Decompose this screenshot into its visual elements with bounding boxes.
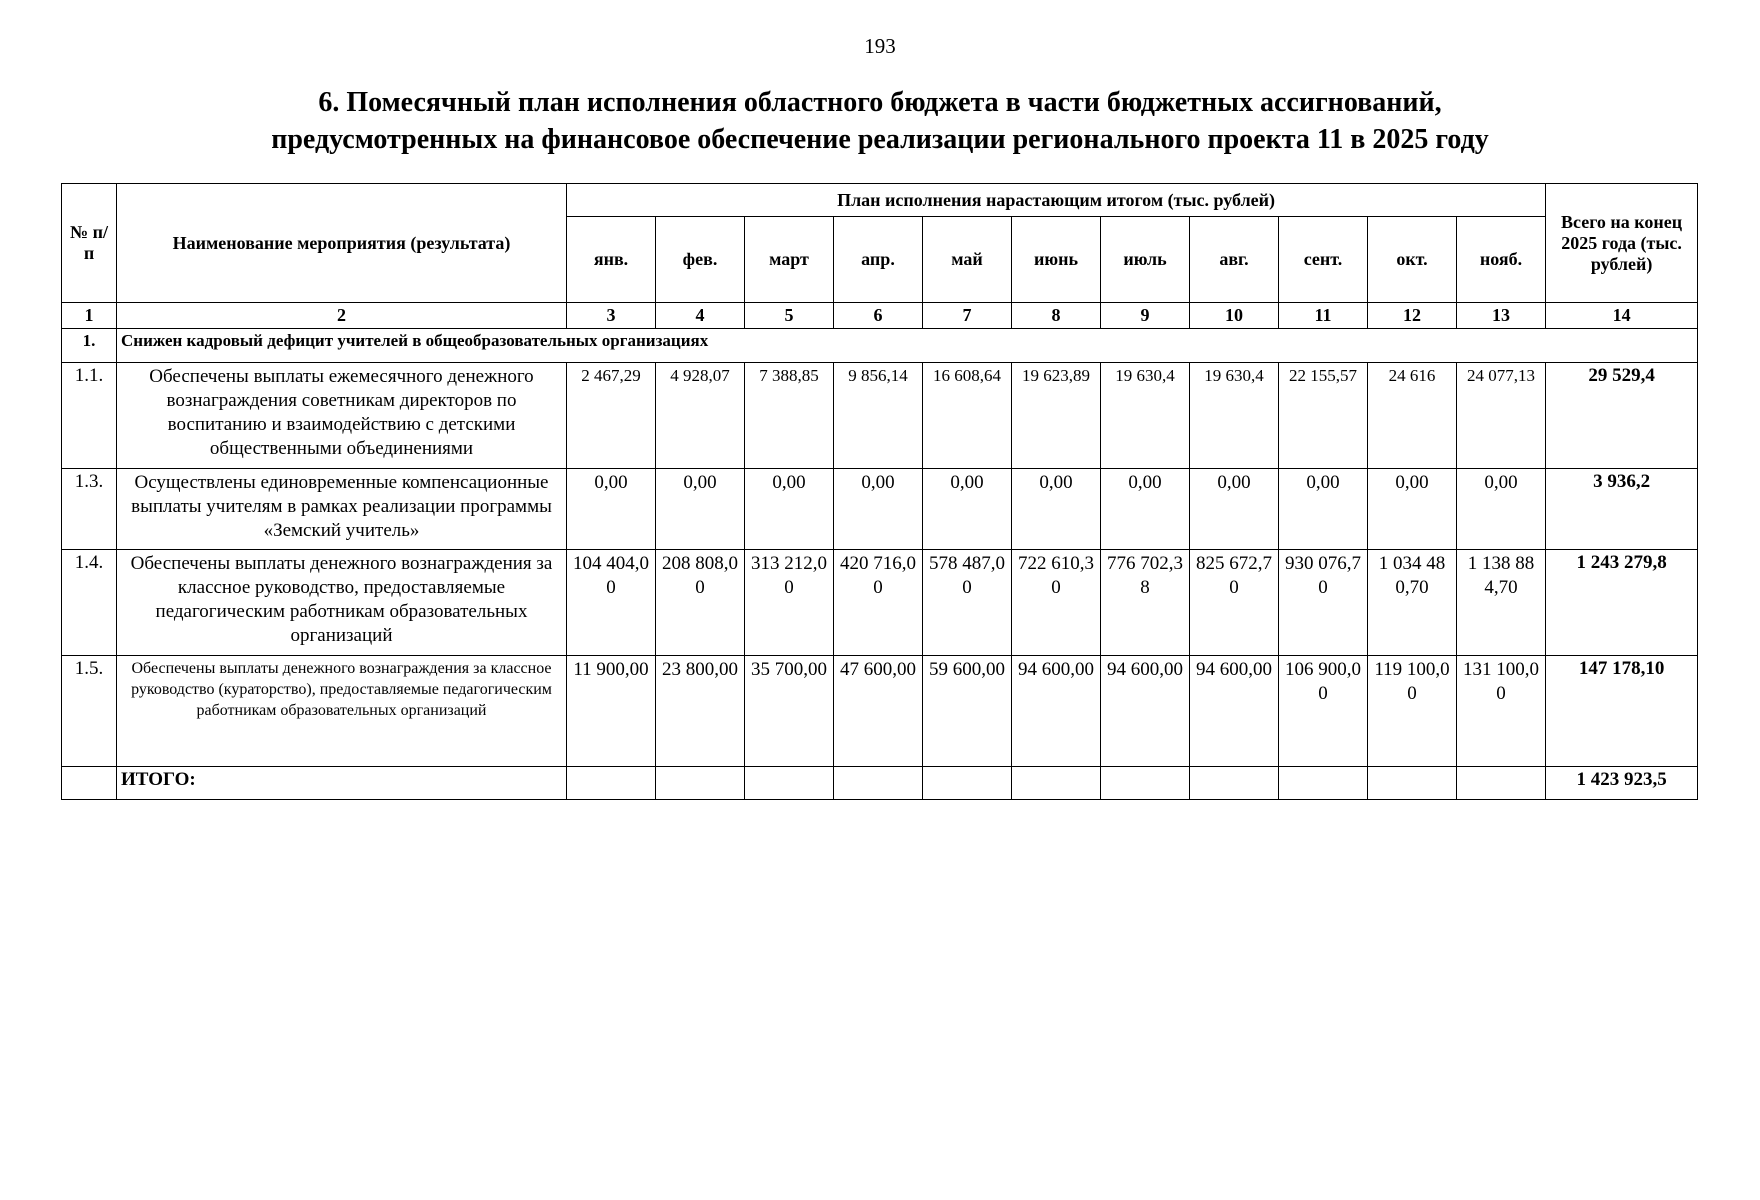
- header-month: фев.: [656, 217, 745, 303]
- month-value: 24 077,13: [1457, 362, 1546, 468]
- month-value: 722 610,30: [1012, 549, 1101, 655]
- month-value: 22 155,57: [1279, 362, 1368, 468]
- month-value: 0,00: [834, 468, 923, 549]
- column-number: 9: [1101, 303, 1190, 329]
- month-value: 59 600,00: [923, 655, 1012, 766]
- header-col-no: № п/п: [62, 184, 117, 303]
- month-value: 0,00: [1101, 468, 1190, 549]
- section-title: Снижен кадровый дефицит учителей в общеобразовательных организациях: [117, 329, 1698, 363]
- row-total: 1 243 279,8: [1546, 549, 1698, 655]
- month-value: 776 702,38: [1101, 549, 1190, 655]
- header-numbers-row: [62, 303, 1698, 329]
- month-value: 578 487,00: [923, 549, 1012, 655]
- month-value: 7 388,85: [745, 362, 834, 468]
- month-value: 0,00: [1012, 468, 1101, 549]
- month-value: 104 404,00: [567, 549, 656, 655]
- title-line-2: предусмотренных на финансовое обеспечение реализации регионального проекта 11 в 2025 году: [271, 124, 1489, 155]
- month-value: 1 138 884,70: [1457, 549, 1546, 655]
- header-month: апр.: [834, 217, 923, 303]
- month-value: 19 623,89: [1012, 362, 1101, 468]
- header-month: июль: [1101, 217, 1190, 303]
- column-number: 6: [834, 303, 923, 329]
- month-value: 119 100,00: [1368, 655, 1457, 766]
- month-value: 35 700,00: [745, 655, 834, 766]
- month-value: 0,00: [1279, 468, 1368, 549]
- month-value: 0,00: [1457, 468, 1546, 549]
- month-value: 2 467,29: [567, 362, 656, 468]
- header-month: сент.: [1279, 217, 1368, 303]
- header-month: авг.: [1190, 217, 1279, 303]
- header-col-total: Всего на конец 2025 года (тыс. рублей): [1546, 184, 1698, 303]
- month-value: 94 600,00: [1012, 655, 1101, 766]
- column-number: 13: [1457, 303, 1546, 329]
- month-value: 9 856,14: [834, 362, 923, 468]
- column-number: 14: [1546, 303, 1698, 329]
- grand-total: 1 423 923,5: [1546, 767, 1698, 800]
- column-number: 1: [62, 303, 117, 329]
- row-number: 1.5.: [62, 655, 117, 766]
- month-value: 16 608,64: [923, 362, 1012, 468]
- column-number: 7: [923, 303, 1012, 329]
- month-value: 0,00: [1190, 468, 1279, 549]
- header-month: окт.: [1368, 217, 1457, 303]
- row-name: Осуществлены единовременные компенсационные выплаты учителям в рамках реализации программы «Земский учитель»: [117, 468, 567, 549]
- month-value: 24 616: [1368, 362, 1457, 468]
- month-value: 47 600,00: [834, 655, 923, 766]
- column-number: 2: [117, 303, 567, 329]
- column-number: 12: [1368, 303, 1457, 329]
- header-month: нояб.: [1457, 217, 1546, 303]
- month-value: 420 716,00: [834, 549, 923, 655]
- month-value: 106 900,00: [1279, 655, 1368, 766]
- row-total: 3 936,2: [1546, 468, 1698, 549]
- month-value: 94 600,00: [1190, 655, 1279, 766]
- month-value: 0,00: [656, 468, 745, 549]
- column-number: 11: [1279, 303, 1368, 329]
- header-month: янв.: [567, 217, 656, 303]
- column-number: 5: [745, 303, 834, 329]
- month-value: 208 808,00: [656, 549, 745, 655]
- month-value: 4 928,07: [656, 362, 745, 468]
- budget-plan-table: [61, 183, 1698, 800]
- month-value: 1 034 480,70: [1368, 549, 1457, 655]
- month-value: 0,00: [923, 468, 1012, 549]
- table-row: [62, 468, 1698, 549]
- row-number: 1.4.: [62, 549, 117, 655]
- total-row-number: [62, 767, 117, 800]
- section-number: 1.: [62, 329, 117, 363]
- row-total: 147 178,10: [1546, 655, 1698, 766]
- row-name: Обеспечены выплаты ежемесячного денежного вознаграждения советникам директоров по воспитанию и взаимодействию с детскими общественными объединениями: [117, 362, 567, 468]
- table-row: [62, 549, 1698, 655]
- column-number: 4: [656, 303, 745, 329]
- section-row: [62, 329, 1698, 363]
- column-number: 10: [1190, 303, 1279, 329]
- month-value: 11 900,00: [567, 655, 656, 766]
- month-value: 0,00: [567, 468, 656, 549]
- row-total: 29 529,4: [1546, 362, 1698, 468]
- row-number: 1.1.: [62, 362, 117, 468]
- page-number: 193: [864, 34, 896, 58]
- month-value: 0,00: [1368, 468, 1457, 549]
- total-row: [62, 767, 1698, 800]
- column-number: 3: [567, 303, 656, 329]
- month-value: 23 800,00: [656, 655, 745, 766]
- header-plan-group: План исполнения нарастающим итогом (тыс. рублей): [567, 184, 1546, 217]
- row-name: Обеспечены выплаты денежного вознаграждения за классное руководство, предоставляемые педагогическим работникам образовательных организаций: [117, 549, 567, 655]
- title-line-1: 6. Помесячный план исполнения областного бюджета в части бюджетных ассигнований,: [318, 87, 1442, 118]
- row-name: Обеспечены выплаты денежного вознаграждения за классное руководство (кураторство), предоставляемые педагогическим работникам образовательных организаций: [117, 655, 567, 766]
- month-value: 313 212,00: [745, 549, 834, 655]
- table-row: [62, 655, 1698, 766]
- row-number: 1.3.: [62, 468, 117, 549]
- total-label: ИТОГО:: [117, 767, 567, 800]
- month-value: 94 600,00: [1101, 655, 1190, 766]
- column-number: 8: [1012, 303, 1101, 329]
- header-month: май: [923, 217, 1012, 303]
- document-title: [0, 84, 1760, 158]
- table-row: [62, 362, 1698, 468]
- month-value: 930 076,70: [1279, 549, 1368, 655]
- month-value: 131 100,00: [1457, 655, 1546, 766]
- month-value: 19 630,4: [1190, 362, 1279, 468]
- header-month: март: [745, 217, 834, 303]
- header-col-name: Наименование мероприятия (результата): [117, 184, 567, 303]
- month-value: 19 630,4: [1101, 362, 1190, 468]
- month-value: 0,00: [745, 468, 834, 549]
- header-month: июнь: [1012, 217, 1101, 303]
- month-value: 825 672,70: [1190, 549, 1279, 655]
